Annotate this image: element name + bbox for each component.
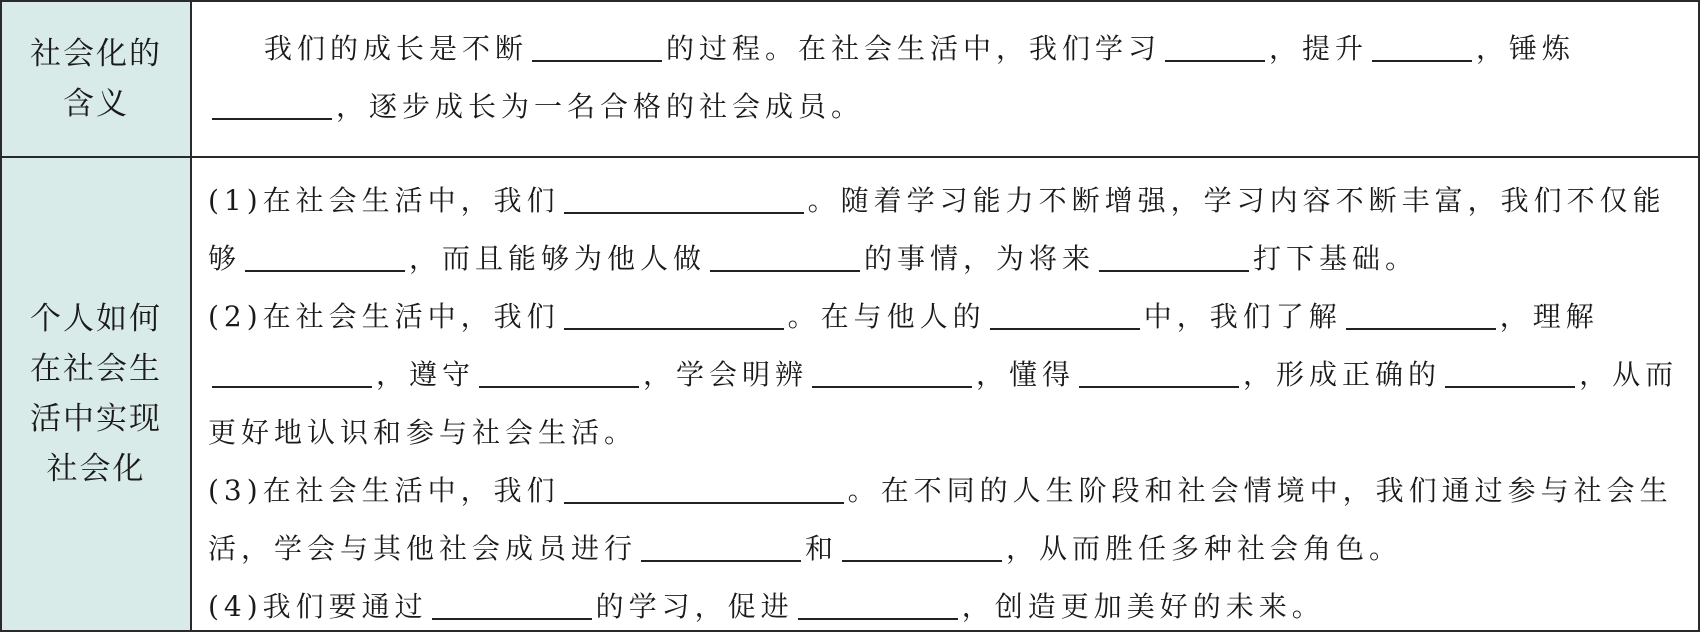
text-segment: ，遵守: [376, 358, 476, 391]
text-segment: 打下基础。: [1253, 242, 1419, 275]
fill-blank[interactable]: [1445, 358, 1575, 388]
text-segment: 的学习，促进: [595, 590, 794, 623]
fill-blank[interactable]: [564, 300, 784, 330]
fill-blank[interactable]: [564, 474, 844, 504]
item-1: [208, 172, 1684, 288]
label-line: 社会化: [46, 451, 146, 487]
fill-blank[interactable]: [212, 90, 332, 120]
item-4: [208, 578, 1684, 636]
text-segment: ，锤炼: [1476, 32, 1576, 65]
row-label-how: [2, 158, 192, 630]
fill-blank[interactable]: [990, 300, 1140, 330]
definition-paragraph: [208, 20, 1684, 136]
label-line: 社会化的: [30, 36, 162, 72]
text-segment: 中，我们了解: [1143, 300, 1342, 333]
text-segment: (1)在社会生活中，我们: [208, 184, 560, 217]
fill-blank[interactable]: [798, 590, 958, 620]
text-segment: ，从而更好地认识和参与社会生活。: [208, 358, 1679, 449]
text-segment: 的过程。在社会生活中，我们学习: [666, 32, 1162, 65]
table-row-definition: [2, 2, 1698, 158]
fill-blank[interactable]: [532, 32, 662, 62]
item-3: [208, 462, 1684, 578]
text-segment: ，创造更加美好的未来。: [961, 590, 1325, 623]
text-segment: ，从而胜任多种社会角色。: [1006, 532, 1403, 565]
fill-blank[interactable]: [842, 532, 1002, 562]
fill-blank[interactable]: [212, 358, 372, 388]
text-segment: ，理解: [1499, 300, 1599, 333]
fill-blank[interactable]: [1346, 300, 1496, 330]
text-segment: 我们的成长是不断: [264, 32, 529, 65]
label-line: 个人如何: [30, 301, 162, 337]
text-segment: (2)在社会生活中，我们: [208, 300, 560, 333]
text-segment: 。在与他人的: [787, 300, 986, 333]
fill-blank[interactable]: [1099, 242, 1249, 272]
text-segment: 和: [805, 532, 839, 565]
row-label-definition: [2, 2, 192, 156]
text-segment: ，而且能够为他人做: [409, 242, 707, 275]
text-segment: ，逐步成长为一名合格的社会成员。: [336, 90, 865, 123]
label-line: 含义: [63, 86, 129, 122]
text-segment: ，形成正确的: [1243, 358, 1442, 391]
fill-blank[interactable]: [245, 242, 405, 272]
fill-blank[interactable]: [1372, 32, 1472, 62]
text-segment: 。在不同的人生阶段和社会情境中，我们通过参与社会生活，学会与其他社会成员进行: [208, 474, 1673, 565]
row-content-how: [192, 158, 1698, 630]
fill-blank[interactable]: [641, 532, 801, 562]
text-segment: (4)我们要通过: [208, 590, 428, 623]
label-line: 活中实现: [30, 401, 162, 437]
row-content-definition: [192, 2, 1698, 156]
fill-blank[interactable]: [710, 242, 860, 272]
fill-blank[interactable]: [432, 590, 592, 620]
label-line: 在社会生: [30, 351, 162, 387]
fill-blank[interactable]: [1079, 358, 1239, 388]
text-segment: ，学会明辨: [643, 358, 809, 391]
text-segment: 的事情，为将来: [864, 242, 1096, 275]
text-segment: 。随着学习能力不断增强，学习内容不断丰富，我们不仅能够: [208, 184, 1666, 275]
fill-blank[interactable]: [812, 358, 972, 388]
item-2: [208, 288, 1684, 462]
fill-blank[interactable]: [479, 358, 639, 388]
text-segment: ，懂得: [976, 358, 1076, 391]
fill-blank[interactable]: [564, 184, 804, 214]
fill-blank[interactable]: [1165, 32, 1265, 62]
text-segment: (3)在社会生活中，我们: [208, 474, 560, 507]
text-segment: ，提升: [1269, 32, 1369, 65]
table-row-how: [2, 158, 1698, 630]
